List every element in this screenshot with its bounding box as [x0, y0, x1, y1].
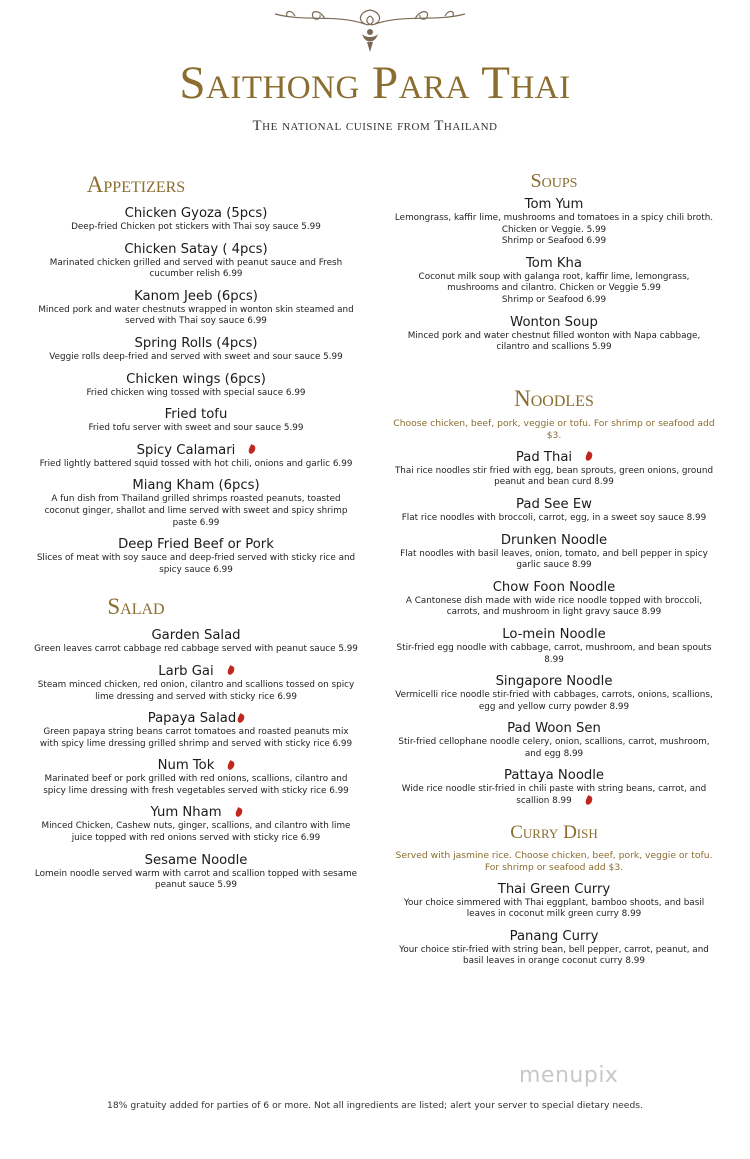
- item-name: Chow Foon Noodle: [492, 579, 616, 595]
- item-name: Pad Woon Sen: [507, 721, 601, 737]
- item-name: Thai Green Curry: [497, 881, 611, 897]
- item-description: Stir-fried cellophane noodle celery, onion, scallions, carrot, mushroom, and egg 8.99: [398, 737, 710, 759]
- item-name: Miang Kham (6pcs): [132, 478, 260, 494]
- item-description: Marinated chicken grilled and served with peanut sauce and Fresh cucumber relish 6.99: [49, 257, 343, 280]
- menu-item: [30, 205, 362, 234]
- item-description: Minced pork and water chestnuts wrapped in wonton skin steamed and served with Thai soy sauce 6.99: [38, 304, 354, 327]
- menu-item: [388, 626, 720, 666]
- item-name: Deep Fried Beef or Pork: [118, 537, 274, 553]
- item-name: Pad Thai: [515, 449, 573, 465]
- menu-item: [30, 371, 362, 400]
- chili-pepper-icon: [237, 713, 246, 724]
- menu-item: [388, 720, 720, 760]
- item-description: A Cantonese dish made with wide rice noodle topped with broccoli, carrots, and mushroom in light gravy sauce 8.99: [405, 595, 703, 618]
- noodles-note: Choose chicken, beef, pork, veggie or tofu. For shrimp or seafood add $3.: [393, 417, 715, 441]
- item-description: Green leaves carrot cabbage red cabbage served with peanut sauce 5.99: [34, 644, 358, 655]
- item-description: Coconut milk soup with galanga root, kaffir lime, lemongrass, mushrooms and cilantro. Chicken or Veggie 5.99: [418, 271, 690, 294]
- menu-item: [388, 928, 720, 968]
- item-name: Kanom Jeeb (6pcs): [134, 288, 258, 304]
- item-description: Flat noodles with basil leaves, onion, tomato, and bell pepper in spicy garlic sauce 8.99: [400, 548, 708, 571]
- item-name: Tom Yum: [524, 197, 584, 212]
- item-price-option: Chicken or Veggie. 5.99: [501, 224, 607, 235]
- item-name: Chicken Satay ( 4pcs): [124, 241, 268, 257]
- item-description: Your choice stir-fried with string bean, bell pepper, carrot, peanut, and basil leaves in orange coconut curry 8.99: [399, 944, 709, 967]
- menu-item: [30, 757, 362, 797]
- item-name: Fried tofu: [164, 407, 228, 423]
- item-description: Veggie rolls deep-fried and served with sweet and sour sauce 5.99: [49, 351, 343, 362]
- appetizers-heading: Appetizers: [86, 172, 186, 197]
- menu-item: [30, 663, 362, 703]
- menupix-watermark: menupix: [519, 1063, 619, 1088]
- item-description: Flat rice noodles with broccoli, carrot, egg, in a sweet soy sauce 8.99: [401, 512, 707, 523]
- menu-item: [30, 627, 362, 656]
- item-name: Spring Rolls (4pcs): [134, 335, 258, 351]
- item-name: Pad See Ew: [516, 496, 592, 512]
- item-description: Steam minced chicken, red onion, cilantro and scallions tossed on spicy lime dressing and served with sticky rice 6.99: [37, 679, 355, 702]
- item-description: Fried chicken wing tossed with special sauce 6.99: [86, 387, 306, 398]
- item-name: Larb Gai: [158, 663, 214, 679]
- menu-item: [388, 532, 720, 572]
- item-name: Lo-mein Noodle: [502, 626, 606, 642]
- curry-heading: Curry Dish: [510, 821, 598, 843]
- menu-item: [30, 536, 362, 576]
- chili-pepper-icon: [226, 666, 235, 677]
- left-column: [30, 172, 362, 892]
- item-description: Wide rice noodle stir-fried in chili paste with string beans, carrot, and scallion 8.99: [401, 784, 707, 807]
- item-description: Lemongrass, kaffir lime, mushrooms and tomatoes in a spicy chili broth.: [394, 213, 714, 223]
- item-name: Drunken Noodle: [500, 532, 608, 548]
- item-name: Num Tok: [157, 758, 215, 774]
- item-description: Slices of meat with soy sauce and deep-fried served with sticky rice and spicy sauce 6.99: [36, 553, 356, 575]
- item-name: Singapore Noodle: [495, 674, 613, 690]
- item-description: Marinated beef or pork grilled with red onions, scallions, cilantro and spicy lime dressing with fresh vegetables served with sticky rice 6.99: [43, 774, 349, 796]
- restaurant-title: Saithong Para Thai: [179, 57, 571, 109]
- item-name: Sesame Noodle: [144, 852, 248, 868]
- chili-pepper-icon: [584, 451, 593, 462]
- menu-item: [30, 335, 362, 364]
- item-description: Thai rice noodles stir fried with egg, bean sprouts, green onions, ground peanut and bean curd 8.99: [394, 465, 714, 488]
- menu-item: [388, 196, 720, 248]
- menu-item: [388, 579, 720, 619]
- item-name: Chicken Gyoza (5pcs): [124, 206, 268, 221]
- menu-item: [30, 442, 362, 471]
- item-description: Fried tofu server with sweet and sour sauce 5.99: [88, 423, 304, 434]
- menu-item: [388, 767, 720, 807]
- menu-item: [30, 804, 362, 844]
- salad-heading: Salad: [107, 594, 165, 620]
- item-name: Yum Nham: [150, 805, 222, 821]
- menu-item: [30, 710, 362, 750]
- item-description: A fun dish from Thailand grilled shrimps roasted peanuts, toasted coconut ginger, shallot and lime served with sweet and spicy shrimp paste 6.99: [44, 494, 348, 528]
- restaurant-tagline: The national cuisine from Thailand: [252, 118, 498, 134]
- item-name: Tom Kha: [525, 255, 582, 271]
- menu-item: [30, 477, 362, 529]
- item-description: Fried lightly battered squid tossed with hot chili, onions and garlic 6.99: [39, 458, 353, 469]
- menu-item: [388, 255, 720, 307]
- item-price-option: Shrimp or Seafood 6.99: [501, 294, 607, 305]
- menu-item: [388, 496, 720, 525]
- item-name: Papaya Salad: [147, 711, 237, 727]
- item-price-option: Shrimp or Seafood 6.99: [501, 236, 607, 247]
- item-name: Garden Salad: [151, 628, 241, 644]
- menu-item: [30, 406, 362, 435]
- chili-pepper-icon: [584, 795, 593, 806]
- item-description: Your choice simmered with Thai eggplant, bamboo shoots, and basil leaves in coconut milk green curry 8.99: [403, 897, 705, 920]
- item-description: Deep-fried Chicken pot stickers with Thai soy sauce 5.99: [71, 222, 321, 232]
- item-description: Stir-fried egg noodle with cabbage, carrot, mushroom, and bean spouts 8.99: [396, 642, 712, 665]
- item-name: Panang Curry: [509, 928, 599, 944]
- ornament-flourish: [265, 4, 475, 54]
- chili-pepper-icon: [227, 760, 236, 771]
- chili-pepper-icon: [248, 444, 257, 455]
- menu-item: [388, 449, 720, 489]
- menu-item: [30, 852, 362, 892]
- menu-item: [388, 314, 720, 354]
- item-name: Chicken wings (6pcs): [126, 371, 266, 387]
- right-column: [388, 170, 720, 968]
- soups-heading: Soups: [530, 170, 578, 192]
- item-name: Spicy Calamari: [136, 442, 236, 458]
- item-name: Wonton Soup: [510, 314, 598, 330]
- item-name: Pattaya Noodle: [503, 768, 605, 784]
- menu-item: [388, 673, 720, 713]
- noodles-heading: Noodles: [514, 385, 594, 411]
- item-description: Minced Chicken, Cashew nuts, ginger, scallions, and cilantro with lime juice topped with red onions served with sticky rice 6.99: [41, 821, 351, 844]
- menu-item: [30, 288, 362, 328]
- curry-note: Served with jasmine rice. Choose chicken, beef, pork, veggie or tofu. For shrimp or seafood add $3.: [395, 849, 713, 873]
- menu-item: [388, 881, 720, 921]
- chili-pepper-icon: [234, 807, 243, 818]
- item-description: Lomein noodle served warm with carrot and scallion topped with sesame peanut sauce 5.99: [34, 868, 358, 891]
- item-description: Vermicelli rice noodle stir-fried with cabbages, carrots, onions, scallions, egg and yellow curry powder 8.99: [395, 690, 713, 712]
- menu-item: [30, 241, 362, 281]
- footer-note: 18% gratuity added for parties of 6 or more. Not all ingredients are listed; alert your server to special dietary needs.: [107, 1100, 643, 1111]
- item-description: Green papaya string beans carrot tomatoes and roasted peanuts mix with spicy lime dressing grilled shrimp and served with sticky rice 6.99: [39, 727, 353, 749]
- item-description: Minced pork and water chestnut filled wonton with Napa cabbage, cilantro and scallions 5.99: [407, 330, 701, 353]
